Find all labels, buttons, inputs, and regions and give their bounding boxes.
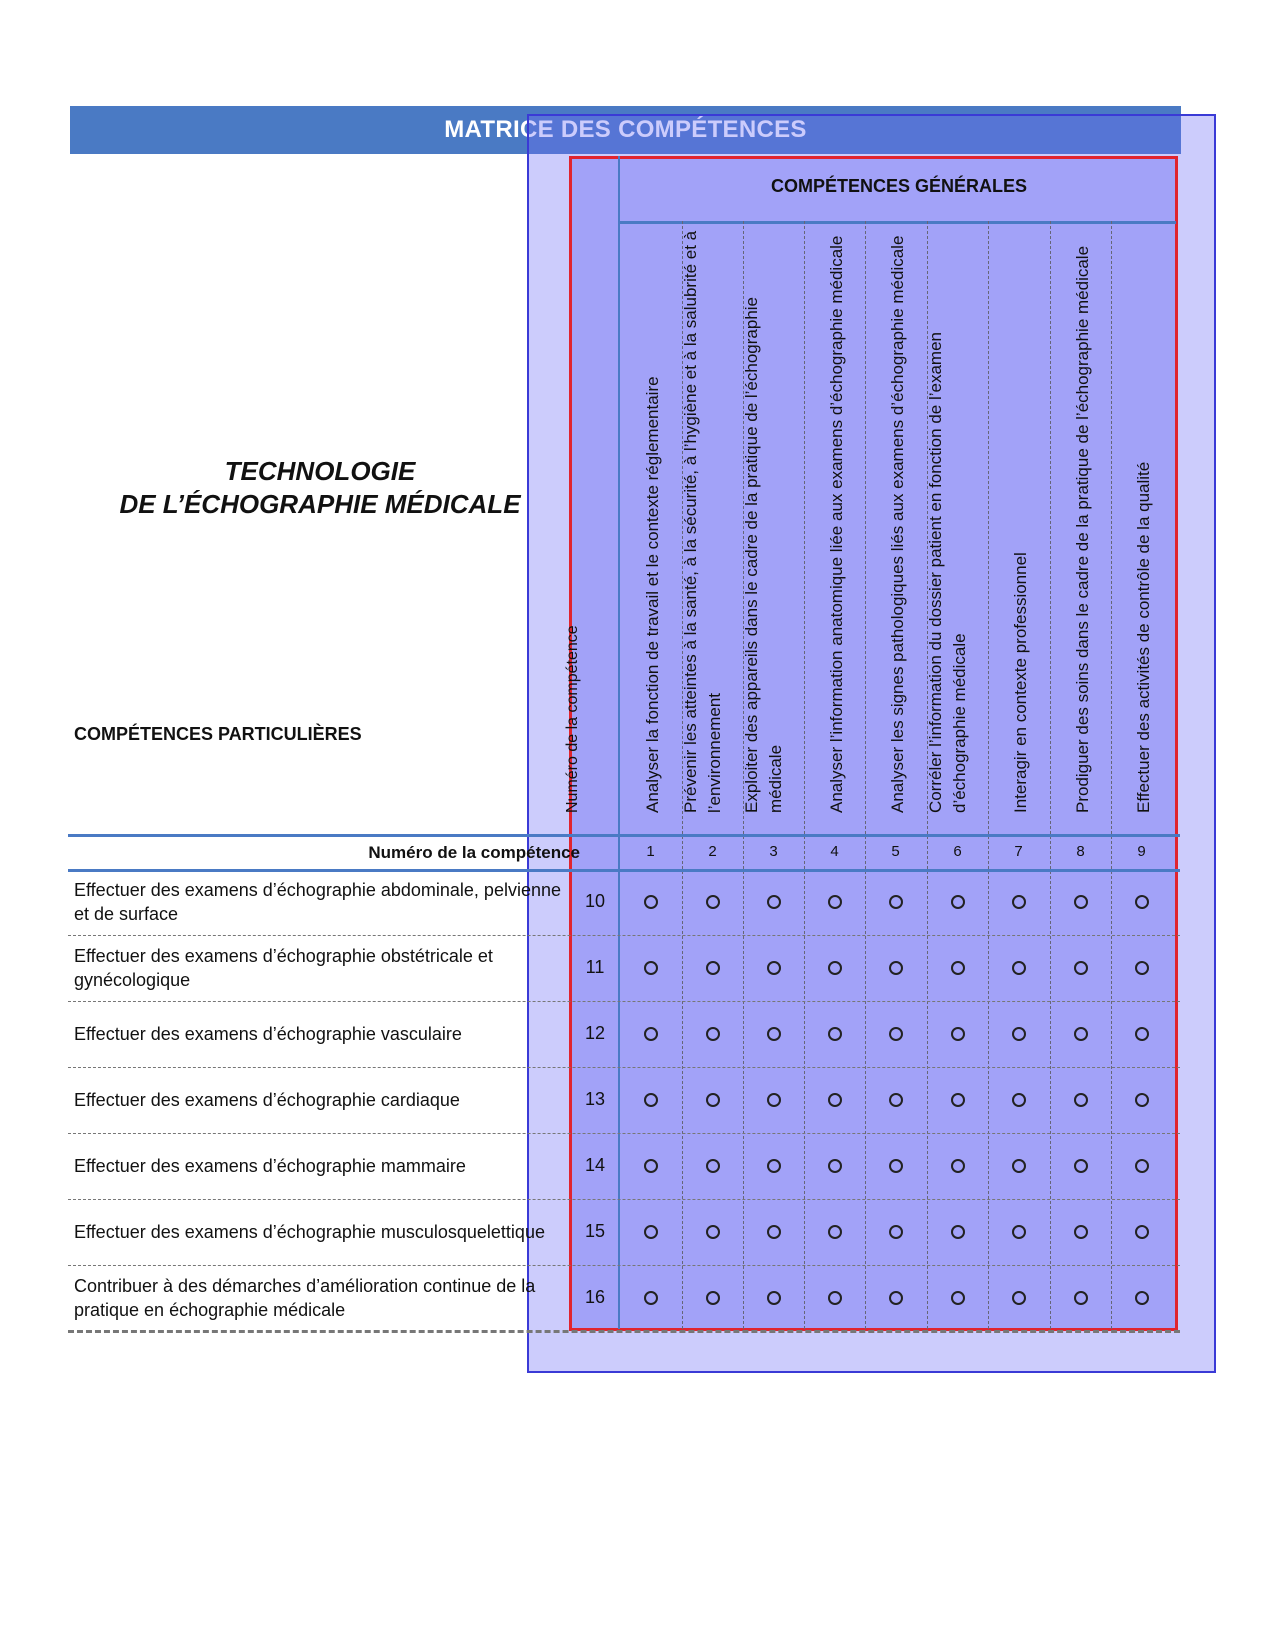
- matrix-circle-marker: [1135, 1027, 1149, 1041]
- matrix-circle-marker: [889, 961, 903, 975]
- particular-competency-label: Effectuer des examens d’échographie vasculaire: [74, 1024, 462, 1044]
- general-competency-header-text: Interagir en contexte professionnel: [1011, 552, 1030, 813]
- program-title-line1: TECHNOLOGIE: [224, 456, 416, 486]
- matrix-circle-marker: [644, 1159, 658, 1173]
- matrix-circle-marker: [706, 961, 720, 975]
- general-competency-header-text: Analyser la fonction de travail et le contexte réglementaire: [643, 376, 662, 813]
- matrix-circle-marker: [644, 1291, 658, 1305]
- matrix-circle-marker: [828, 961, 842, 975]
- matrix-circle-marker: [1012, 1159, 1026, 1173]
- matrix-circle-marker: [706, 1291, 720, 1305]
- particular-competency-number: 14: [584, 1155, 606, 1175]
- column-divider: [988, 221, 989, 1329]
- general-competency-header-text: Exploiter des appareils dans le cadre de la pratique de l’échographie médicale: [742, 296, 785, 813]
- particular-competency-number: 16: [584, 1287, 606, 1307]
- number-column-divider: [618, 156, 620, 1329]
- general-competency-header-text: Analyser l’information anatomique liée aux examens d’échographie médicale: [827, 235, 846, 813]
- matrix-circle-marker: [706, 1093, 720, 1107]
- row-divider: [68, 1067, 1180, 1068]
- matrix-circle-marker: [1012, 895, 1026, 909]
- column-divider: [1050, 221, 1051, 1329]
- matrix-circle-marker: [889, 1093, 903, 1107]
- particular-competency-label: Contribuer à des démarches d’amélioration continue de la pratique en échographie médicale: [74, 1276, 536, 1320]
- matrix-circle-marker: [1074, 1027, 1088, 1041]
- matrix-circle-marker: [1012, 1291, 1026, 1305]
- matrix-circle-marker: [1074, 1159, 1088, 1173]
- matrix-circle-marker: [1074, 1093, 1088, 1107]
- matrix-circle-marker: [644, 1027, 658, 1041]
- number-column-header-text: Numéro de la compétence: [564, 625, 581, 813]
- matrix-circle-marker: [1012, 1027, 1026, 1041]
- column-divider: [804, 221, 805, 1329]
- row-divider: [68, 1133, 1180, 1134]
- matrix-circle-marker: [1012, 961, 1026, 975]
- matrix-circle-marker: [828, 1225, 842, 1239]
- matrix-circle-marker: [706, 1159, 720, 1173]
- row-divider: [68, 1199, 1180, 1200]
- matrix-circle-marker: [889, 1159, 903, 1173]
- general-competency-number: 3: [769, 843, 778, 860]
- particular-competency-number: 13: [584, 1089, 606, 1109]
- matrix-circle-marker: [1012, 1225, 1026, 1239]
- banner-title: MATRICE DES COMPÉTENCES: [444, 116, 807, 143]
- matrix-circle-marker: [951, 1027, 965, 1041]
- matrix-circle-marker: [828, 1027, 842, 1041]
- matrix-circle-marker: [828, 1159, 842, 1173]
- general-heading-rule: [620, 221, 1176, 224]
- matrix-circle-marker: [951, 1225, 965, 1239]
- matrix-circle-marker: [644, 1093, 658, 1107]
- matrix-circle-marker: [1135, 961, 1149, 975]
- general-competency-number: 5: [891, 843, 900, 860]
- matrix-circle-marker: [951, 895, 965, 909]
- column-divider: [1111, 221, 1112, 1329]
- particular-competency-label: Effectuer des examens d’échographie mammaire: [74, 1156, 466, 1176]
- general-competency-number: 4: [830, 843, 839, 860]
- matrix-circle-marker: [828, 1093, 842, 1107]
- matrix-circle-marker: [828, 895, 842, 909]
- general-competency-number: 6: [953, 843, 962, 860]
- general-competency-number: 1: [646, 843, 655, 860]
- row-divider: [68, 1001, 1180, 1002]
- matrix-circle-marker: [706, 1027, 720, 1041]
- matrix-circle-marker: [951, 1093, 965, 1107]
- table-end-rule: [68, 1330, 1180, 1333]
- general-competencies-heading: COMPÉTENCES GÉNÉRALES: [770, 176, 1028, 196]
- matrix-circle-marker: [1074, 961, 1088, 975]
- general-competency-number: 7: [1014, 843, 1023, 860]
- general-competency-number: 2: [708, 843, 717, 860]
- particular-competency-number: 10: [584, 891, 606, 911]
- matrix-circle-marker: [828, 1291, 842, 1305]
- general-competency-header-text: Prévenir les atteintes à la santé, à la sécurité, à l’hygiène et à la salubrité et à l’environnement: [681, 230, 724, 813]
- matrix-circle-marker: [767, 1225, 781, 1239]
- particular-competency-label: Effectuer des examens d’échographie cardiaque: [74, 1090, 460, 1110]
- general-competency-header-text: Analyser les signes pathologiques liés aux examens d’échographie médicale: [888, 235, 907, 813]
- matrix-circle-marker: [706, 895, 720, 909]
- particular-competencies-heading: COMPÉTENCES PARTICULIÈRES: [74, 724, 362, 744]
- matrix-circle-marker: [1074, 895, 1088, 909]
- matrix-circle-marker: [951, 1291, 965, 1305]
- matrix-circle-marker: [767, 1093, 781, 1107]
- particular-competency-number: 15: [584, 1221, 606, 1241]
- matrix-circle-marker: [889, 1225, 903, 1239]
- matrix-circle-marker: [1135, 1093, 1149, 1107]
- general-competency-header-text: Effectuer des activités de contrôle de la qualité: [1134, 461, 1153, 813]
- matrix-circle-marker: [951, 961, 965, 975]
- matrix-circle-marker: [767, 1291, 781, 1305]
- matrix-circle-marker: [1135, 1225, 1149, 1239]
- program-title-line2: DE L’ÉCHOGRAPHIE MÉDICALE: [119, 489, 521, 519]
- column-divider: [865, 221, 866, 1329]
- general-competency-number: 9: [1137, 843, 1146, 860]
- particular-competency-label: Effectuer des examens d’échographie abdominale, pelvienne et de surface: [74, 880, 561, 924]
- particular-competency-label: Effectuer des examens d’échographie musculosquelettique: [74, 1222, 545, 1242]
- matrix-circle-marker: [706, 1225, 720, 1239]
- matrix-circle-marker: [644, 1225, 658, 1239]
- matrix-circle-marker: [767, 961, 781, 975]
- matrix-circle-marker: [889, 1291, 903, 1305]
- row-divider: [68, 935, 1180, 936]
- matrix-circle-marker: [1135, 1159, 1149, 1173]
- particular-competency-number: 11: [585, 957, 605, 977]
- matrix-circle-marker: [644, 961, 658, 975]
- matrix-circle-marker: [951, 1159, 965, 1173]
- program-title: [100, 455, 540, 521]
- general-competency-header-text: Prodiguer des soins dans le cadre de la pratique de l’échographie médicale: [1073, 245, 1092, 813]
- particular-competency-number: 12: [584, 1023, 606, 1043]
- matrix-circle-marker: [1135, 895, 1149, 909]
- particular-competency-label: Effectuer des examens d’échographie obstétricale et gynécologique: [74, 946, 493, 990]
- matrix-circle-marker: [767, 895, 781, 909]
- row-divider: [68, 1265, 1180, 1266]
- matrix-circle-marker: [889, 895, 903, 909]
- matrix-circle-marker: [1012, 1093, 1026, 1107]
- general-competency-header-text: Corréler l’information du dossier patient en fonction de l’examen d’échographie médicale: [926, 332, 969, 813]
- matrix-circle-marker: [767, 1027, 781, 1041]
- matrix-circle-marker: [644, 895, 658, 909]
- matrix-circle-marker: [1074, 1225, 1088, 1239]
- matrix-circle-marker: [1135, 1291, 1149, 1305]
- matrix-circle-marker: [889, 1027, 903, 1041]
- matrix-circle-marker: [767, 1159, 781, 1173]
- number-row-rule: [68, 869, 1180, 872]
- matrix-circle-marker: [1074, 1291, 1088, 1305]
- header-bottom-rule: [68, 834, 1180, 837]
- general-competency-number: 8: [1076, 843, 1085, 860]
- competency-number-label: Numéro de la compétence: [368, 843, 580, 862]
